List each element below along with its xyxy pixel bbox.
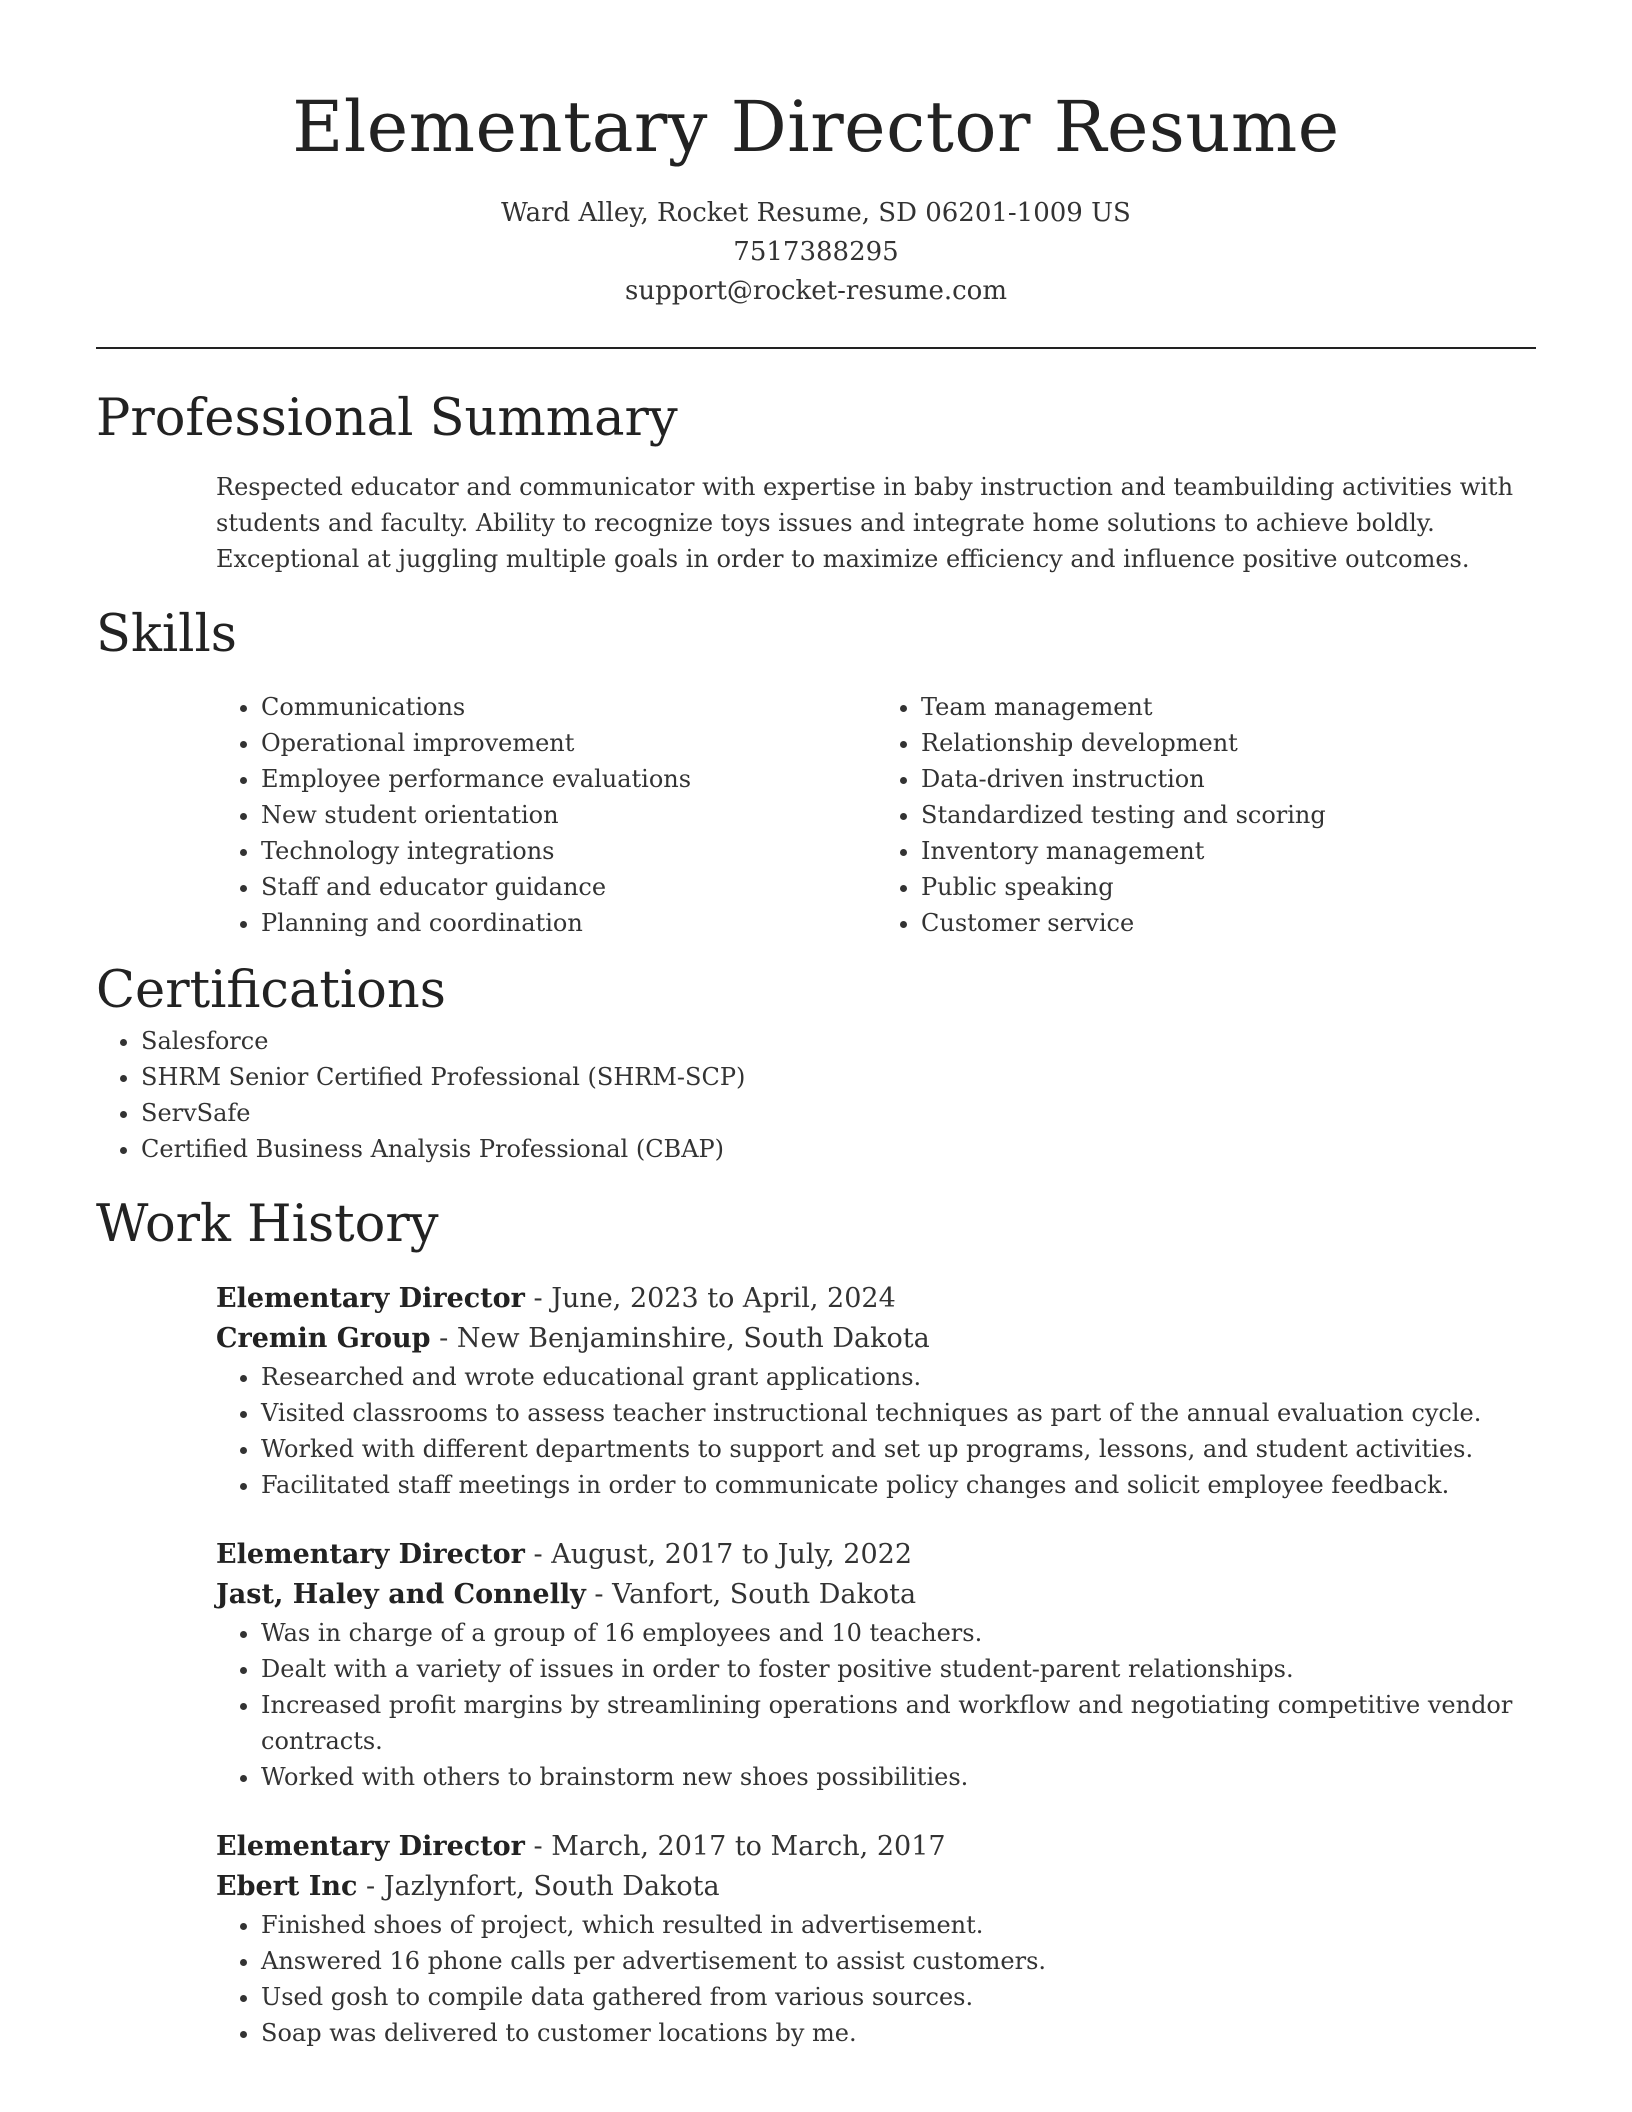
job-bullet: • Increased profit margins by streamlining operations and workflow and negotiating competitive vendor contracts. xyxy=(261,1687,1536,1759)
job-role: Elementary Director xyxy=(216,1283,525,1314)
skill-item: • Operational improvement xyxy=(261,725,876,761)
job-dates: June, 2023 to April, 2024 xyxy=(551,1283,896,1314)
skills-right-list xyxy=(876,689,1536,941)
job-title-line xyxy=(216,1535,1536,1575)
job-bullet: • Visited classrooms to assess teacher instructional techniques as part of the annual evaluation cycle. xyxy=(261,1395,1536,1431)
skill-item: • Data-driven instruction xyxy=(921,761,1536,797)
job-bullet-list xyxy=(216,1615,1536,1795)
contact-email: support@rocket-resume.com xyxy=(624,276,1007,306)
certification-item: • ServSafe xyxy=(141,1095,1536,1131)
job-bullet: • Soap was delivered to customer locations by me. xyxy=(261,2015,1536,2051)
work-history-heading: Work History xyxy=(96,1195,439,1254)
job-bullet: • Answered 16 phone calls per advertisement to assist customers. xyxy=(261,1943,1536,1979)
certifications-list xyxy=(96,1023,1536,1167)
skills-heading: Skills xyxy=(96,605,237,664)
resume-header xyxy=(96,0,1536,311)
job-entry xyxy=(216,1279,1536,1503)
skill-item: • Public speaking xyxy=(921,869,1536,905)
skill-item: • Relationship development xyxy=(921,725,1536,761)
job-bullet: • Was in charge of a group of 16 employees and 10 teachers. xyxy=(261,1615,1536,1651)
summary-heading: Professional Summary xyxy=(96,389,678,448)
job-entry xyxy=(216,1827,1536,2051)
job-company-line xyxy=(216,1319,1536,1359)
skill-item: • New student orientation xyxy=(261,797,876,833)
job-entry xyxy=(216,1535,1536,1795)
job-company: Jast, Haley and Connelly xyxy=(216,1579,586,1610)
job-bullet: • Researched and wrote educational grant applications. xyxy=(261,1359,1536,1395)
skill-item: • Technology integrations xyxy=(261,833,876,869)
summary-text: Respected educator and communicator with expertise in baby instruction and teambuilding activities with students and faculty. Ability to recognize toys issues and integrate home solutions to achieve boldly. Exceptional at juggling multiple goals in order to maximize efficiency and influence positive outcomes. xyxy=(216,473,1514,573)
job-dates: August, 2017 to July, 2022 xyxy=(551,1539,913,1570)
job-bullet: • Worked with different departments to support and set up programs, lessons, and student activities. xyxy=(261,1431,1536,1467)
job-company: Cremin Group xyxy=(216,1323,431,1354)
skill-item: • Customer service xyxy=(921,905,1536,941)
job-bullet: • Finished shoes of project, which resulted in advertisement. xyxy=(261,1907,1536,1943)
certifications-heading: Certifications xyxy=(96,961,446,1020)
job-bullet-list xyxy=(216,1359,1536,1503)
job-company-line xyxy=(216,1575,1536,1615)
resume-title: Elementary Director Resume xyxy=(292,86,1340,168)
job-location: Vanfort, South Dakota xyxy=(612,1579,917,1610)
job-role: Elementary Director xyxy=(216,1831,525,1862)
job-bullet: • Facilitated staff meetings in order to communicate policy changes and solicit employee feedback. xyxy=(261,1467,1536,1503)
contact-info xyxy=(96,194,1536,311)
header-divider xyxy=(96,347,1536,349)
job-bullet-list xyxy=(216,1907,1536,2051)
job-company-line xyxy=(216,1867,1536,1907)
job-title-line xyxy=(216,1827,1536,1867)
skills-grid xyxy=(216,689,1536,941)
job-dates: March, 2017 to March, 2017 xyxy=(551,1831,946,1862)
skill-item: • Team management xyxy=(921,689,1536,725)
job-location: New Benjaminshire, South Dakota xyxy=(456,1323,930,1354)
job-bullet: • Dealt with a variety of issues in order to foster positive student-parent relationships. xyxy=(261,1651,1536,1687)
job-location: Jazlynfort, South Dakota xyxy=(383,1871,720,1902)
contact-phone: 7517388295 xyxy=(733,237,899,267)
skills-section xyxy=(96,603,1536,941)
job-company: Ebert Inc xyxy=(216,1871,358,1902)
certification-item: • Salesforce xyxy=(141,1023,1536,1059)
work-history-section xyxy=(96,1193,1536,2051)
summary-section xyxy=(96,387,1536,577)
certification-item: • Certified Business Analysis Professional (CBAP) xyxy=(141,1131,1536,1167)
skills-left-list xyxy=(216,689,876,941)
job-bullet: • Worked with others to brainstorm new shoes possibilities. xyxy=(261,1759,1536,1795)
job-title-line xyxy=(216,1279,1536,1319)
skill-item: • Planning and coordination xyxy=(261,905,876,941)
skill-item: • Staff and educator guidance xyxy=(261,869,876,905)
skill-item: • Inventory management xyxy=(921,833,1536,869)
job-bullet: • Used gosh to compile data gathered from various sources. xyxy=(261,1979,1536,2015)
skill-item: • Communications xyxy=(261,689,876,725)
skill-item: • Standardized testing and scoring xyxy=(921,797,1536,833)
certification-item: • SHRM Senior Certified Professional (SHRM-SCP) xyxy=(141,1059,1536,1095)
skill-item: • Employee performance evaluations xyxy=(261,761,876,797)
certifications-section xyxy=(96,959,1536,1167)
job-role: Elementary Director xyxy=(216,1539,525,1570)
contact-address: Ward Alley, Rocket Resume, SD 06201-1009 US xyxy=(501,198,1131,228)
